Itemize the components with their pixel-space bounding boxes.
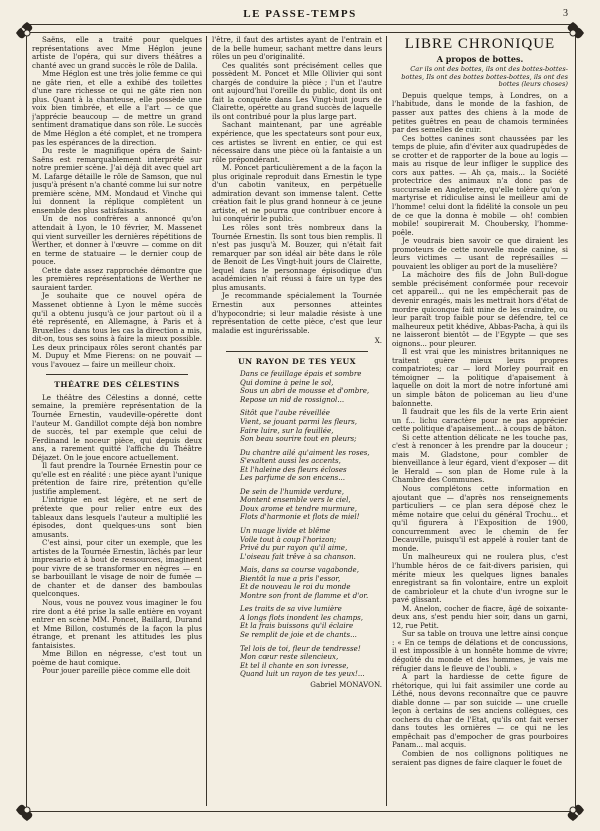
- column-two: [212, 36, 382, 806]
- poem-line: Tel lois de toi, fleur de tendresse!: [240, 643, 361, 653]
- paragraph: Mme Héglon est une très jolie femme ce qui ne gâte rien, et elle a exhibé des toilettes d'une rare richesse ce qui ne gâte rien non plus. Quant à la chanteuse, elle possède une voix bien timbrée, et elle a l'art — ce que j'apprécie beaucoup — de mettre un grand sentiment dramatique dans son rôle. Le succès de Mme Héglon a été complet, et ne trompera pas les espérances de la direction.: [32, 69, 202, 147]
- poem-line: Vient, se jouant parmi les fleurs,: [240, 416, 357, 426]
- poem-line: Voile tout à coup l'horizon;: [240, 534, 337, 544]
- column-one: [32, 36, 202, 806]
- paragraph: Combien de nos collignons politiques ne seraient pas dignes de faire claquer le fouet de: [392, 748, 568, 767]
- poem-line: Sous un abri de mousse et d'ombre,: [240, 386, 370, 396]
- poem-line: Un nuage livide et blême: [240, 525, 331, 535]
- paragraph: Mme Billon en négresse, c'est tout un poème de haut comique.: [32, 649, 202, 667]
- poem-stanza: [230, 409, 382, 443]
- paragraph: C'est ainsi, pour citer un exemple, que les artistes de la Tournée Ernestin, lâchés par leur impresario et à bout de ressources, imaginent pour vivre de se transformer en nègres — en se barbouillant le visage de noir de fumée — de chanter et de danser des bamboulas quelconques.: [32, 538, 202, 599]
- poem-stanza: [230, 527, 382, 561]
- chronicle-title: LIBRE CHRONIQUE: [404, 36, 556, 52]
- poem-stanza: [230, 605, 382, 639]
- poem-stanza: [230, 488, 382, 522]
- paragraph: Je voudrais bien savoir ce que diraient les promoteurs de cette nouvelle mode canine, si leurs victimes — usant de représailles — pouvaient les obliger au port de la muselière?: [392, 236, 568, 271]
- paragraph: Depuis quelque temps, à Londres, on a l'habitude, dans le monde de la fashion, de passer aux pattes des chiens à la mode de petites guêtres en peau de chamois terminées par des semelles de cuir.: [392, 90, 568, 135]
- poem-line: Mais, dans sa course vagabonde,: [240, 565, 359, 575]
- poem-line: Et tel il chante en son ivresse,: [240, 660, 349, 670]
- paragraph: Sachant maintenant, par une agréable expérience, que les spectateurs sont pour eux, ces artistes se livrent en entier, ce qui est nécessaire dans une pièce où la fantaisie a un rôle prépondérant.: [212, 120, 382, 164]
- paragraph: La mâchoire des fils de John Bull-dogue semble précisément conformée pour recevoir cet appareil... qui ne les empêcherait pas de devenir enragés, mais les mettrait hors d'état de mordre quiconque fait mine de les craindre, ou leur paraît trop faible pour se défendre, tel ce malheureux petit khédive, Abbas-Pacha, à qui ils ne laisseront bientôt — de l'Egypte — que ses oignons... pour pleurer.: [392, 270, 568, 348]
- column-rule: [206, 36, 207, 806]
- page-header-title: LE PASSE-TEMPS: [243, 8, 357, 20]
- poem-line: A longs flots inondent les champs,: [240, 612, 364, 622]
- header-rule: [26, 24, 574, 25]
- poem-stanza: [230, 449, 382, 483]
- paragraph: M. Poncet particulièrement a de la façon la plus originale reproduit dans Ernestin le type d'un cabotin vaniteux, en perpétuelle admiration devant son immense talent. Cette création fait le plus grand honneur à ce jeune artiste, et ne pourra que contribuer encore à lui conquérir le public.: [212, 163, 382, 224]
- paragraph: Un de nos confrères a annoncé qu'on attendait à Lyon, le 10 février, M. Massenet qui vient surveiller les dernières répétitions de Werther, et donner à l'œuvre — comme on dit en terme de statuaire — le dernier coup de pouce.: [32, 214, 202, 267]
- paragraph: Les rôles sont très nombreux dans la Tournée Ernestin. Ils sont tous bien remplis. Il n'est pas jusqu'à M. Bouzer, qui n'était fait remarquer par son idéal air bête dans le rôle de Benoit de Les Vingt-huit jours de Clairette, lequel dans le personnage épisodique d'un académicien n'ait réussi à faire un type des plus amusants.: [212, 223, 382, 292]
- poem-line: Son beau sourire tout en pleurs;: [240, 434, 357, 444]
- poem-line: Se remplit de joie et de chants...: [240, 630, 357, 639]
- article-signature: X.: [374, 336, 382, 346]
- poem-title: UN RAYON DE TES YEUX: [238, 356, 356, 366]
- poem-line: Bientôt la nue a pris l'essor,: [240, 573, 341, 583]
- page-number: 3: [563, 8, 568, 19]
- poem-line: Les parfume de son encens...: [240, 473, 345, 483]
- poem-line: Privé du pur rayon qu'il aime,: [240, 543, 348, 553]
- poem-stanza: [230, 566, 382, 600]
- paragraph: L'intrigue en est légère, et ne sert de prétexte que pour relier entre eux des tableaux dans lesquels l'auteur a multiplié les épisodes, dont quelques-uns sont bien amusants.: [32, 495, 202, 539]
- paragraph: Nous complétons cette information en ajoutant que — d'après nos renseignements particuliers — ce plan sera déposé chez le même notaire que celui du général Trochu... et qu'il figurera à l'Exposition de 1900, concurremment avec le chemin de fer Decauville, puisqu'il est appelé à rouler tant de monde.: [392, 484, 568, 553]
- poem-line: Montent ensemble vers le ciel,: [240, 495, 351, 505]
- poem-line: Faire luire, sur la feuillée,: [240, 425, 334, 435]
- paragraph: Ces qualités sont précisément celles que possèdent M. Poncet et Mlle Ollivier qui sont chargés de conduire la pièce ; l'un et l'autre ont aujourd'hui l'oreille du public, dont ils ont fait la conquête dans Les Vingt-huit jours de Clairette, opérette au grand succès de laquelle ils ont contribué pour la plus large part.: [212, 60, 382, 121]
- poem-line: De sein de l'humide verdure,: [240, 486, 344, 496]
- paragraph: Il faut prendre la Tournée Ernestin pour ce qu'elle est en réalité : une pièce ayant l'unique prétention de faire rire, prétention qu'elle justifie amplement.: [32, 461, 202, 496]
- epigraph: Car ils ont des bottes, ils ont des bottes-bottes-bottes, Ils ont des bottes bottes-bottes, ils ont des bottes (leurs choses): [401, 65, 568, 89]
- poem-author: Gabriel MONAVON.: [310, 679, 382, 689]
- paragraph: A part la hardiesse de cette figure de rhétorique, qui lui fait assimiler une corde au Léthé, nous devons reconnaître que ce pauvre diable donne — par son suicide — une cruelle leçon à certains de ses anciens collègues, ces cochers du char de l'Etat, qu'ils ont fait verser dans toutes les ornières — ce qui ne les empêchait pas d'empocher de gras pourboires Panam... mal acquis.: [392, 672, 568, 750]
- poem-line: Sitôt que l'aube réveillée: [240, 408, 330, 418]
- chronicle-subtitle: A propos de bottes.: [436, 53, 524, 64]
- poem-line: Et l'haleine des fleurs écloses: [240, 464, 347, 474]
- section-divider: [46, 374, 188, 375]
- paragraph: Je recommande spécialement la Tournée Ernestin aux personnes atteintes d'hypocondrie; si leur maladie résiste à une représentation de cette pièce, c'est que leur maladie est ingurérissable.: [212, 291, 382, 335]
- paragraph: Il faudrait que les fils de la verte Erin aient un f... lichu caractère pour ne pas apprécier cette politique d'apaisement... à coups de bâton.: [392, 407, 568, 434]
- paragraph: M. Anelon, cocher de fiacre, âgé de soixante-deux ans, s'est pendu hier soir, dans un garni, 12, rue Petit.: [392, 603, 568, 630]
- paragraph: Le théâtre des Célestins a donné, cette semaine, la première représentation de la Tournée Ernestin, vaudeville-opérette dont l'auteur M. Gandillot compte déjà bon nombre de succès, tel par exemple que celui de Ferdinand le noceur pièce, qui depuis deux ans, a rarement quitté l'affiche du Théâtre Déjazet. On le joue encore actuellement.: [32, 392, 202, 462]
- paragraph: Ces bottes canines sont chaussées par les temps de pluie, afin d'éviter aux quadrupèdes de se crotter et de rapporter de la boue au logis — mais au risque de leur infliger le supplice des cors aux pattes. — Ah ça, mais... la Société protectrice des animaux n'a donc pas de succursale en Angleterre, qu'elle tolère qu'on y martyrise et ridiculise ainsi le meilleur ami de l'homme! celui dont la fidélité la console un peu de ce que la donna è mobile — oh! combien mobile! soupirerait M. Choubersky, l'homme-poêle.: [392, 133, 568, 237]
- paragraph: Pour jouer pareille pièce comme elle doit: [42, 666, 191, 676]
- column-rule: [386, 36, 387, 806]
- paragraph: Si cette attention délicate ne les touche pas, c'est à renoncer à les prendre par la douceur ; mais M. Gladstone, pour combler de bienveillance à leur égard, vient d'exposer — dit le Herald — son plan de Home rule à la Chambre des Communes.: [392, 432, 568, 485]
- poem-line: L'oiseau fait trêve à sa chanson.: [240, 551, 356, 561]
- paragraph: Il est vrai que les ministres britanniques ne traitent guère mieux leurs propres compatriotes; car — lord Morley pourrait en témoigner — la politique d'apaisement à laquelle on doit la mort de notre infortuné ami un simple bâton de policeman au lieu d'une baïonnette.: [392, 347, 568, 408]
- paragraph: Un malheureux qui ne roulera plus, c'est l'humble héros de ce fait-divers parisien, qui mérite mieux les quelques lignes banales enregistrant sa fin volontaire, entre un exploit de cambrioleur et la chute d'un ivrogne sur le pavé glissant.: [392, 552, 568, 605]
- poem-stanza: [230, 370, 382, 404]
- paragraph: l'être, il faut des artistes ayant de l'entrain et de la belle humeur, sachant mettre dans leurs rôles un peu d'originalité.: [212, 36, 382, 62]
- paragraph: Saëns, elle a traité pour quelques représentations avec Mme Héglon jeune artiste de l'opéra, qui sur divers théâtres a chanté avec un grand succès le rôle de Dalila.: [32, 36, 202, 70]
- section-title: THÉATRE DES CÉLESTINS: [54, 380, 180, 390]
- poem: [212, 370, 382, 679]
- poem-line: Montre son front de flamme et d'or.: [240, 590, 369, 600]
- poem-line: Flots d'harmonie et flots de miel!: [240, 512, 360, 522]
- poem-line: Doux arome et tendre murmure,: [240, 503, 357, 513]
- paragraph: Je souhaite que ce nouvel opéra de Massenet obtienne à Lyon le même succès qu'il a obtenu jusqu'à ce jour partout où il a été représenté, en Allemagne, à Paris et à Bruxelles : dans tous les cas la direction a mis, dit-on, tous ses soins à faire la mieux possible. Les deux principaux rôles seront chantés par M. Dupuy et Mme Fierens: on ne pouvait — vous l'avouez — faire un meilleur choix.: [32, 291, 202, 369]
- poem-line: Qui domine à peine le sol,: [240, 377, 334, 387]
- poem-stanza: [230, 645, 382, 679]
- poem-line: Dans ce feuillage épais et sombre: [240, 369, 362, 379]
- paragraph: Nous, vous ne pouvez vous imaginer le fou rire dont a été prise la salle entière en voyant entrer en scène MM. Poncet, Baillard, Durand et Mme Billon, costumés de la façon la plus étrange, et prenant les attitudes les plus fantaisistes.: [32, 598, 202, 650]
- section-divider: [226, 351, 368, 352]
- poem-line: Repose un nid de rossignol...: [240, 394, 345, 404]
- poem-line: S'exaltent aussi les accents,: [240, 456, 341, 466]
- poem-line: Quand luit un rayon de tes yeux!...: [240, 669, 365, 679]
- paragraph: Sur sa table on trouva une lettre ainsi conçue : « En ce temps de délations et de concussions, il est impossible à un honnête homme de vivre; dégoûté du monde et des hommes, je vais me réfugier dans le fleuve de l'oubli. »: [392, 629, 568, 673]
- poem-line: Et de nouveau le roi du monde: [240, 582, 351, 592]
- paragraph: Cette date assez rapprochée démontre que les premières représentations de Werther ne sauraient tarder.: [32, 265, 202, 292]
- poem-line: Les traits de sa vive lumière: [240, 604, 342, 614]
- column-three: [392, 36, 568, 806]
- paragraph: Du reste le magnifique opéra de Saint-Saëns est remarquablement interprété sur notre premier scène. J'ai déjà dit avec quel art M. Lafarge détaille le rôle de Samson, que nul jusqu'à présent n'a chanté comme lui sur notre première scène, MM. Mondaud et Vinche qui lui donnent la réplique complètent un ensemble des plus satisfaisants.: [32, 146, 202, 215]
- poem-line: Et la frais buissons qu'il éclaire: [240, 621, 354, 631]
- poem-line: Du chantre ailé qu'aiment les roses,: [240, 447, 370, 457]
- poem-line: Mon cœur reste silencieux,: [240, 652, 339, 662]
